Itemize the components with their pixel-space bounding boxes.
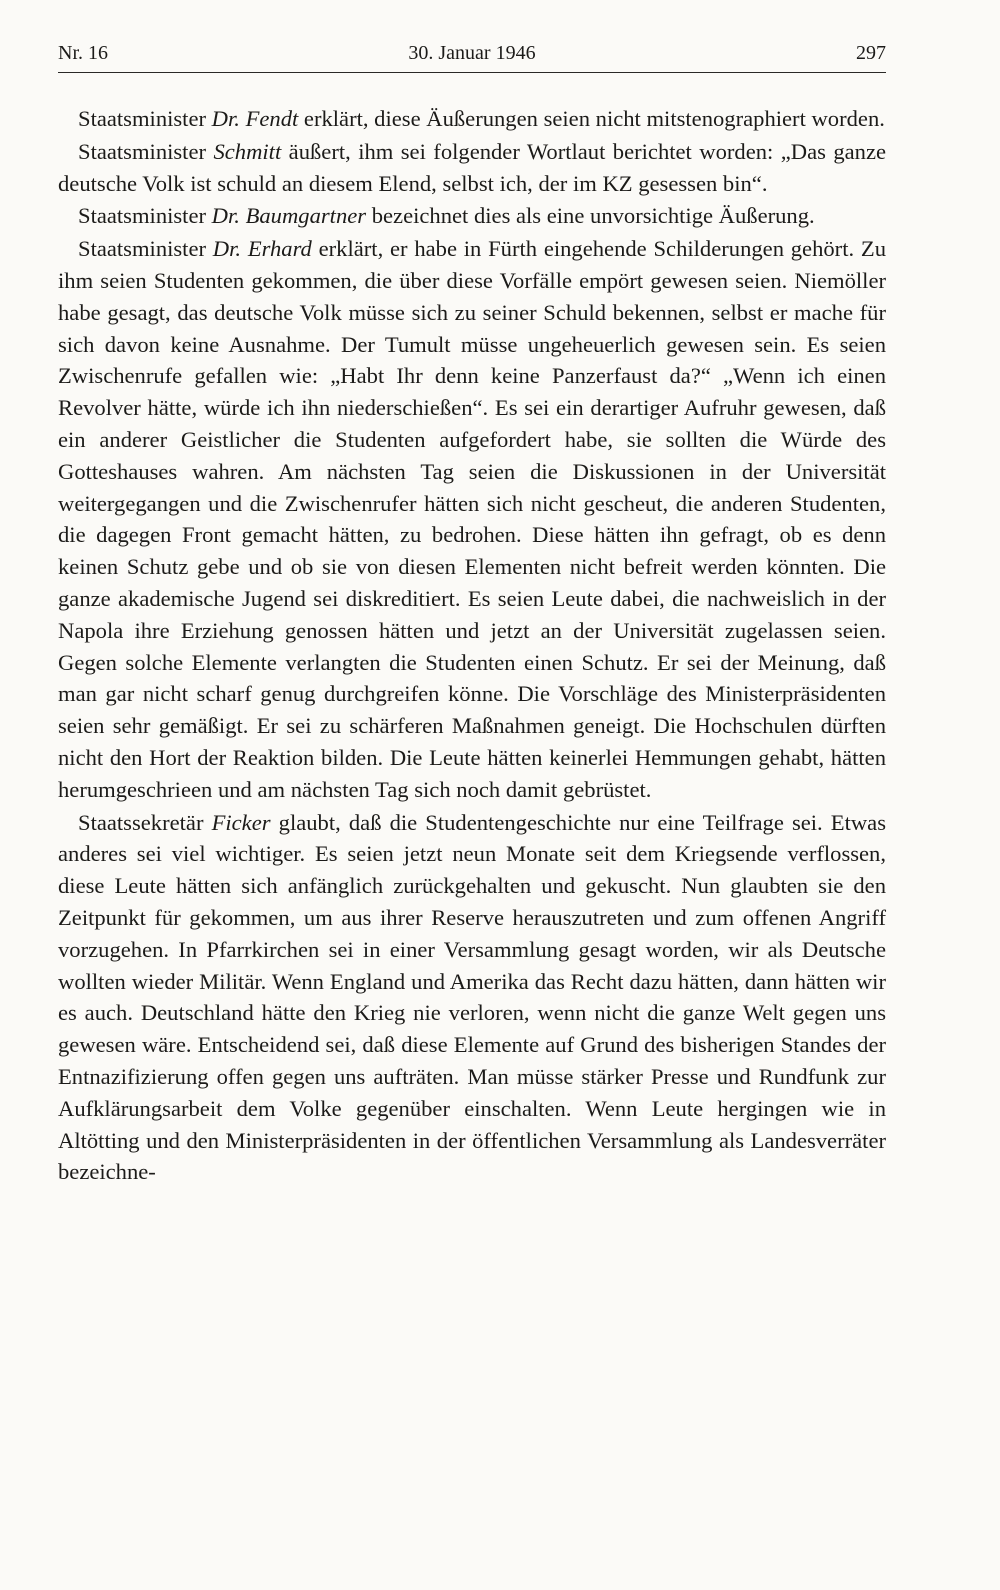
paragraph-text: äußert, ihm sei folgender Wortlaut berichtet worden: „Das ganze deutsche Volk ist schuld an diesem Elend, selbst ich, der im KZ gesessen bin“. [58,138,887,196]
paragraph-baumgartner [58,200,886,232]
paragraph-text: erklärt, diese Äußerungen seien nicht mitstenographiert worden. [298,106,885,131]
protocol-text [58,103,886,1188]
paragraph-ficker [58,807,886,1189]
speaker-name: Dr. Baumgartner [211,203,367,229]
paragraph-fendt [58,103,886,135]
speaker-name: Dr. Erhard [212,236,312,262]
page-number: 297 [856,42,886,64]
header-rule [58,72,886,73]
paragraph-text: glaubt, daß die Studentengeschichte nur eine Teilfrage sei. Etwas anderes sei viel wichtiger. Es seien jetzt neun Monate seit dem Kriegsende verflossen, diese Leute hätten sich anfänglich zurückgehalten und gekuscht. Nun glaubten sie den Zeitpunkt für gekommen, um aus ihrer Reserve herauszutreten und zum offenen Angriff vorzugehen. In Pfarrkirchen sei in einer Versammlung gesagt worden, wir als Deutsche wollten wieder Militär. Wenn England und Amerika das Recht dazu hätten, dann hätten wir es auch. Deutschland hätte den Krieg nie verloren, wenn nicht die ganze Welt gegen uns gewesen wäre. Entscheidend sei, daß diese Elemente auf Grund des bisherigen Standes der Entnazifizierung offen gegen uns aufträten. Man müsse stärker Presse und Rundfunk zur Aufklärungsarbeit dem Volke gegenüber einschalten. Wenn Leute hergingen wie in Altötting und den Ministerpräsidenten in der öffentlichen Versammlung als Landesverräter bezeichne- [58,809,887,1185]
issue-number: Nr. 16 [58,42,108,64]
speaker-name: Ficker [211,809,271,835]
header-date: 30. Januar 1946 [408,42,536,64]
paragraph-text: erklärt, er habe in Fürth eingehende Schilderungen gehört. Zu ihm seien Studenten gekommen, die über diese Vorfälle empört gewesen seien. Niemöller habe gesagt, das deutsche Volk müsse sich zu seiner Schuld bekennen, selbst er mache für sich davon keine Ausnahme. Der Tumult müsse ungeheuerlich gewesen sein. Es seien Zwischenrufe gefallen wie: „Habt Ihr denn keine Panzerfaust da?“ „Wenn ich einen Revolver hätte, würde ich ihn niederschießen“. Es sei ein derartiger Aufruhr gewesen, daß ein anderer Geistlicher die Studenten aufgefordert habe, sie sollten die Würde des Gotteshauses wahren. Am nächsten Tag seien die Diskussionen in der Universität weitergegangen und die Zwischenrufer hätten sich nicht gescheut, die anderen Studenten, die dagegen Front gemacht hätten, zu bedrohen. Diese hätten ihn gefragt, ob es denn keinen Schutz gebe und ob sie von diesen Elementen nicht befreit werden könnten. Die ganze akademische Jugend sei diskreditiert. Es seien Leute dabei, die nachweislich in der Napola ihre Erziehung genossen hätten und jetzt an der Universität zugelassen seien. Gegen solche Elemente verlangten die Studenten einen Schutz. Er sei der Meinung, daß man gar nicht scharf genug durchgreifen könne. Die Vorschläge des Ministerpräsidenten seien sehr gemäßigt. Er sei zu schärferen Maßnahmen geneigt. Die Hochschulen dürften nicht den Hort der Reaktion bilden. Die Leute hätten keinerlei Hemmungen gehabt, hätten herumgeschrieen und am nächsten Tag sich noch damit gebrüstet. [58,236,886,802]
speaker-title: Staatssekretär [78,809,212,835]
paragraph-text: bezeichnet dies als eine unvorsichtige Äußerung. [366,203,815,229]
speaker-title: Staatsminister [78,236,213,262]
paragraph-erhard [58,233,886,805]
speaker-title: Staatsminister [78,138,214,164]
running-header [58,42,886,72]
speaker-title: Staatsminister [78,106,212,131]
paragraph-schmitt [58,136,886,200]
speaker-name: Schmitt [213,138,282,164]
speaker-name: Dr. Fendt [211,106,299,131]
speaker-title: Staatsminister [78,203,212,229]
